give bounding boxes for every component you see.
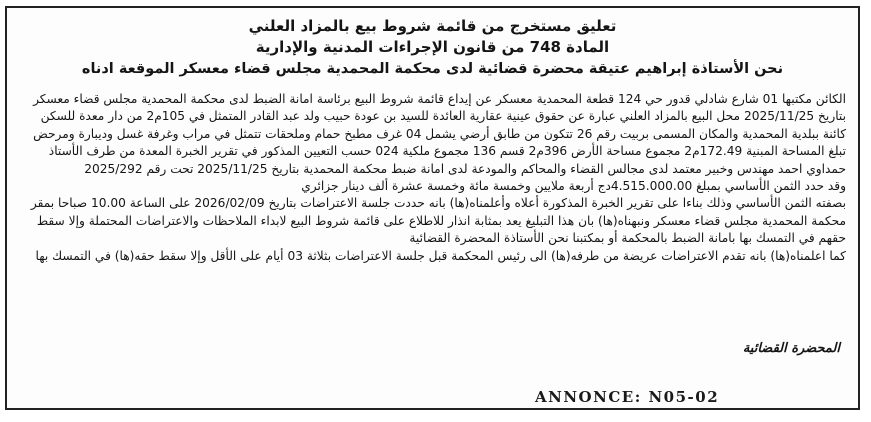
notice-header <box>7 16 858 79</box>
notice-paragraph-base-price: وقد حدد الثمن الأساسي بمبلغ 4.515.000.00دج أربعة ملايين وخمسة مائة وخمسة عشرة ألف دينار جزائري <box>301 179 846 194</box>
notice-title: تعليق مستخرج من قائمة شروط بيع بالمزاد العلني <box>248 17 617 35</box>
notice-paragraph-property: الكائن مكتبها 01 شارع شادلي قدور حي 124 قطعة المحمدية معسكر عن إيداع قائمة شروط البيع برئاسة امانة الضبط لدى محكمة المحمدية مجلس قضاء معسكر بتاريخ 2025/11/25 محل البيع بالمزاد العلني عبارة عن حقوق عينية عقارية العائدة للسيد بن عودة حبيب ولد عبد القادر المتمثل في 105م2 من دار معدة للسكن كائنة ببلدية المحمدية والمكان المسمى بربيت رقم 26 تتكون من طابق أرضي يشمل 04 غرف مطبخ حمام وملحقات تتمثل في مراب وغرفة غسل وديبارة ومرحض تبلغ المساحة المبنية 172.49م2 مجموع مساحة الأرض 396م2 قسم 136 مجموع ملكية 024 حسب التعيين المذكور في تقرير الخبرة المعدة من طرف الأستاذ حمداوي احمد مهندس وخبير معتمد لدى مجالس القضاء والمحاكم والمودعة لدى امانة ضبط محكمة المحمدية بتاريخ 2025/11/25 تحت رقم 2025/292 <box>33 92 846 176</box>
notice-body <box>17 91 846 265</box>
notice-bailiff-heading: نحن الأستاذة إبراهيم عتيقة محضرة قضائية لدى محكمة المحمدية مجلس قضاء معسكر الموقعة ادناه <box>81 61 784 77</box>
annonce-number: ANNONCE: N05-02 <box>535 388 720 406</box>
notice-paragraph-hearing: بصفته الثمن الأساسي وذلك بناءا على تقرير الخبرة المذكورة أعلاه وأعلمناه(ها) بانه حددت جلسة الاعتراضات بتاريخ 2026/02/09 على الساعة 10.00 صباحا بمقر محكمة المحمدية مجلس قضاء معسكر ونبهناه(ها) بان هذا التبليغ يعد بمثابة انذار للاطلاع على قائمة شروط البيع لابداء الملاحظات والاعتراضات المحتملة وإلا سقط حقهم في التمسك بها بامانة الضبط بالمحكمة أو بمكتبنا نحن الأستاذة المحضرة القضائية <box>30 196 846 246</box>
notice-legal-article: المادة 748 من قانون الإجراءات المدنية والإدارية <box>255 38 610 56</box>
bailiff-signature: المحضرة القضائية <box>742 341 840 356</box>
notice-paragraph-objections: كما اعلمناه(ها) بانه تقدم الاعتراضات عريضة من طرفه(ها) الى رئيس المحكمة قبل جلسة الاعتراضات بثلاثة 03 أيام على الأقل وإلا سقط حقه(ها) في التمسك بها <box>35 248 846 263</box>
notice-frame <box>5 6 860 410</box>
